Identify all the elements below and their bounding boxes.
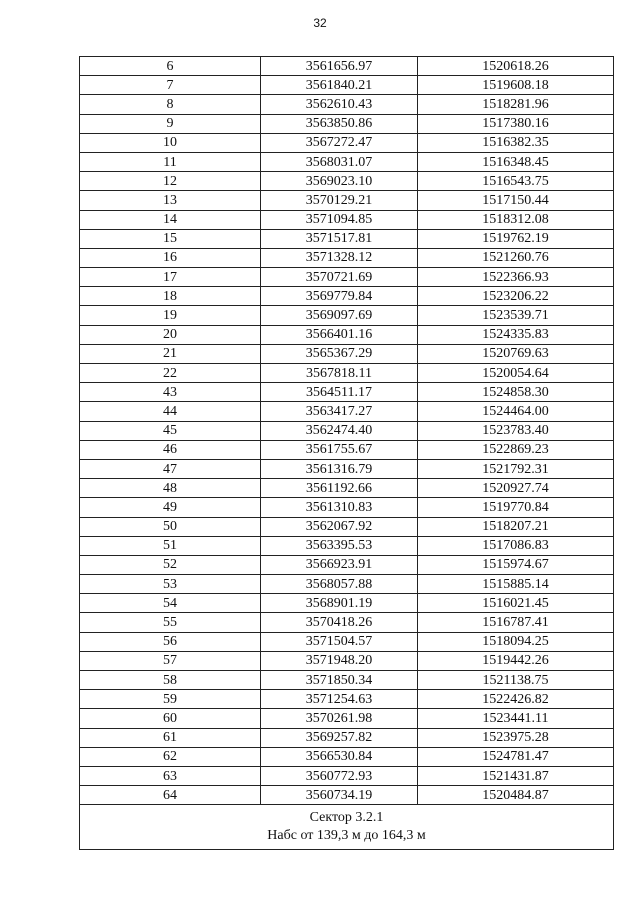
x-coordinate-cell: 3562067.92 xyxy=(261,517,418,536)
y-coordinate-cell: 1520769.63 xyxy=(418,344,614,363)
x-coordinate-cell: 3570418.26 xyxy=(261,613,418,632)
point-number-cell: 46 xyxy=(80,440,261,459)
table-row xyxy=(80,575,614,594)
x-coordinate-cell: 3570261.98 xyxy=(261,709,418,728)
table-row xyxy=(80,152,614,171)
y-coordinate-cell: 1518207.21 xyxy=(418,517,614,536)
table-row xyxy=(80,555,614,574)
x-coordinate-cell: 3570721.69 xyxy=(261,268,418,287)
table-row xyxy=(80,229,614,248)
x-coordinate-cell: 3571504.57 xyxy=(261,632,418,651)
table-row xyxy=(80,786,614,805)
y-coordinate-cell: 1520927.74 xyxy=(418,479,614,498)
y-coordinate-cell: 1516787.41 xyxy=(418,613,614,632)
x-coordinate-cell: 3563417.27 xyxy=(261,402,418,421)
point-number-cell: 45 xyxy=(80,421,261,440)
x-coordinate-cell: 3568057.88 xyxy=(261,575,418,594)
y-coordinate-cell: 1516382.35 xyxy=(418,133,614,152)
y-coordinate-cell: 1520054.64 xyxy=(418,364,614,383)
table-row xyxy=(80,57,614,76)
point-number-cell: 17 xyxy=(80,268,261,287)
footer-row xyxy=(80,805,614,850)
y-coordinate-cell: 1524781.47 xyxy=(418,747,614,766)
table-row xyxy=(80,536,614,555)
point-number-cell: 49 xyxy=(80,498,261,517)
table-row xyxy=(80,287,614,306)
table-row xyxy=(80,344,614,363)
point-number-cell: 14 xyxy=(80,210,261,229)
point-number-cell: 55 xyxy=(80,613,261,632)
y-coordinate-cell: 1523975.28 xyxy=(418,728,614,747)
y-coordinate-cell: 1522869.23 xyxy=(418,440,614,459)
table-row xyxy=(80,114,614,133)
point-number-cell: 13 xyxy=(80,191,261,210)
point-number-cell: 43 xyxy=(80,383,261,402)
point-number-cell: 53 xyxy=(80,575,261,594)
point-number-cell: 9 xyxy=(80,114,261,133)
point-number-cell: 48 xyxy=(80,479,261,498)
point-number-cell: 63 xyxy=(80,766,261,785)
x-coordinate-cell: 3561192.66 xyxy=(261,479,418,498)
table-row xyxy=(80,728,614,747)
y-coordinate-cell: 1519442.26 xyxy=(418,651,614,670)
point-number-cell: 44 xyxy=(80,402,261,421)
x-coordinate-cell: 3562474.40 xyxy=(261,421,418,440)
x-coordinate-cell: 3571517.81 xyxy=(261,229,418,248)
y-coordinate-cell: 1521431.87 xyxy=(418,766,614,785)
table-row xyxy=(80,248,614,267)
point-number-cell: 7 xyxy=(80,76,261,95)
point-number-cell: 50 xyxy=(80,517,261,536)
y-coordinate-cell: 1516021.45 xyxy=(418,594,614,613)
table-body xyxy=(80,57,614,805)
x-coordinate-cell: 3560772.93 xyxy=(261,766,418,785)
table-row xyxy=(80,479,614,498)
table-row xyxy=(80,421,614,440)
x-coordinate-cell: 3569097.69 xyxy=(261,306,418,325)
table-row xyxy=(80,651,614,670)
point-number-cell: 47 xyxy=(80,459,261,478)
x-coordinate-cell: 3566530.84 xyxy=(261,747,418,766)
table-row xyxy=(80,671,614,690)
y-coordinate-cell: 1521792.31 xyxy=(418,459,614,478)
y-coordinate-cell: 1515885.14 xyxy=(418,575,614,594)
x-coordinate-cell: 3561316.79 xyxy=(261,459,418,478)
table-row xyxy=(80,95,614,114)
y-coordinate-cell: 1518312.08 xyxy=(418,210,614,229)
y-coordinate-cell: 1523783.40 xyxy=(418,421,614,440)
x-coordinate-cell: 3566401.16 xyxy=(261,325,418,344)
point-number-cell: 64 xyxy=(80,786,261,805)
point-number-cell: 21 xyxy=(80,344,261,363)
point-number-cell: 18 xyxy=(80,287,261,306)
x-coordinate-cell: 3568031.07 xyxy=(261,152,418,171)
x-coordinate-cell: 3562610.43 xyxy=(261,95,418,114)
x-coordinate-cell: 3567272.47 xyxy=(261,133,418,152)
point-number-cell: 20 xyxy=(80,325,261,344)
x-coordinate-cell: 3570129.21 xyxy=(261,191,418,210)
x-coordinate-cell: 3571948.20 xyxy=(261,651,418,670)
table-row xyxy=(80,172,614,191)
y-coordinate-cell: 1518094.25 xyxy=(418,632,614,651)
point-number-cell: 16 xyxy=(80,248,261,267)
point-number-cell: 54 xyxy=(80,594,261,613)
y-coordinate-cell: 1524858.30 xyxy=(418,383,614,402)
y-coordinate-cell: 1515974.67 xyxy=(418,555,614,574)
y-coordinate-cell: 1516348.45 xyxy=(418,152,614,171)
y-coordinate-cell: 1519762.19 xyxy=(418,229,614,248)
page-number: 32 xyxy=(313,16,327,30)
y-coordinate-cell: 1517150.44 xyxy=(418,191,614,210)
table-row xyxy=(80,325,614,344)
x-coordinate-cell: 3569779.84 xyxy=(261,287,418,306)
footer-cell xyxy=(80,805,614,850)
table-row xyxy=(80,191,614,210)
y-coordinate-cell: 1520618.26 xyxy=(418,57,614,76)
point-number-cell: 10 xyxy=(80,133,261,152)
y-coordinate-cell: 1517086.83 xyxy=(418,536,614,555)
point-number-cell: 6 xyxy=(80,57,261,76)
y-coordinate-cell: 1524335.83 xyxy=(418,325,614,344)
x-coordinate-cell: 3566923.91 xyxy=(261,555,418,574)
x-coordinate-cell: 3563850.86 xyxy=(261,114,418,133)
table-row xyxy=(80,690,614,709)
x-coordinate-cell: 3565367.29 xyxy=(261,344,418,363)
y-coordinate-cell: 1517380.16 xyxy=(418,114,614,133)
x-coordinate-cell: 3569257.82 xyxy=(261,728,418,747)
y-coordinate-cell: 1521138.75 xyxy=(418,671,614,690)
table-row xyxy=(80,594,614,613)
table-row xyxy=(80,709,614,728)
point-number-cell: 60 xyxy=(80,709,261,728)
point-number-cell: 15 xyxy=(80,229,261,248)
point-number-cell: 11 xyxy=(80,152,261,171)
y-coordinate-cell: 1519608.18 xyxy=(418,76,614,95)
point-number-cell: 62 xyxy=(80,747,261,766)
x-coordinate-cell: 3564511.17 xyxy=(261,383,418,402)
x-coordinate-cell: 3561755.67 xyxy=(261,440,418,459)
y-coordinate-cell: 1521260.76 xyxy=(418,248,614,267)
y-coordinate-cell: 1523441.11 xyxy=(418,709,614,728)
x-coordinate-cell: 3567818.11 xyxy=(261,364,418,383)
y-coordinate-cell: 1518281.96 xyxy=(418,95,614,114)
x-coordinate-cell: 3561310.83 xyxy=(261,498,418,517)
table-row xyxy=(80,498,614,517)
table-row xyxy=(80,766,614,785)
table-row xyxy=(80,133,614,152)
sector-label: Сектор 3.2.1 xyxy=(309,810,384,826)
point-number-cell: 61 xyxy=(80,728,261,747)
table-row xyxy=(80,402,614,421)
point-number-cell: 56 xyxy=(80,632,261,651)
table-row xyxy=(80,268,614,287)
x-coordinate-cell: 3571850.34 xyxy=(261,671,418,690)
table-row xyxy=(80,747,614,766)
y-coordinate-cell: 1519770.84 xyxy=(418,498,614,517)
x-coordinate-cell: 3561656.97 xyxy=(261,57,418,76)
y-coordinate-cell: 1523539.71 xyxy=(418,306,614,325)
point-number-cell: 57 xyxy=(80,651,261,670)
y-coordinate-cell: 1516543.75 xyxy=(418,172,614,191)
table-row xyxy=(80,613,614,632)
x-coordinate-cell: 3571254.63 xyxy=(261,690,418,709)
table-row xyxy=(80,383,614,402)
table-row xyxy=(80,517,614,536)
point-number-cell: 58 xyxy=(80,671,261,690)
x-coordinate-cell: 3571328.12 xyxy=(261,248,418,267)
coordinates-table xyxy=(79,56,614,850)
table-row xyxy=(80,440,614,459)
x-coordinate-cell: 3569023.10 xyxy=(261,172,418,191)
table-row xyxy=(80,459,614,478)
y-coordinate-cell: 1520484.87 xyxy=(418,786,614,805)
y-coordinate-cell: 1523206.22 xyxy=(418,287,614,306)
table-row xyxy=(80,210,614,229)
x-coordinate-cell: 3560734.19 xyxy=(261,786,418,805)
x-coordinate-cell: 3571094.85 xyxy=(261,210,418,229)
point-number-cell: 12 xyxy=(80,172,261,191)
height-range-label: Набс от 139,3 м до 164,3 м xyxy=(267,828,426,844)
y-coordinate-cell: 1524464.00 xyxy=(418,402,614,421)
y-coordinate-cell: 1522366.93 xyxy=(418,268,614,287)
x-coordinate-cell: 3563395.53 xyxy=(261,536,418,555)
point-number-cell: 19 xyxy=(80,306,261,325)
point-number-cell: 59 xyxy=(80,690,261,709)
table-row xyxy=(80,364,614,383)
point-number-cell: 51 xyxy=(80,536,261,555)
x-coordinate-cell: 3561840.21 xyxy=(261,76,418,95)
point-number-cell: 8 xyxy=(80,95,261,114)
point-number-cell: 52 xyxy=(80,555,261,574)
x-coordinate-cell: 3568901.19 xyxy=(261,594,418,613)
table-row xyxy=(80,632,614,651)
y-coordinate-cell: 1522426.82 xyxy=(418,690,614,709)
table-row xyxy=(80,76,614,95)
table-row xyxy=(80,306,614,325)
point-number-cell: 22 xyxy=(80,364,261,383)
